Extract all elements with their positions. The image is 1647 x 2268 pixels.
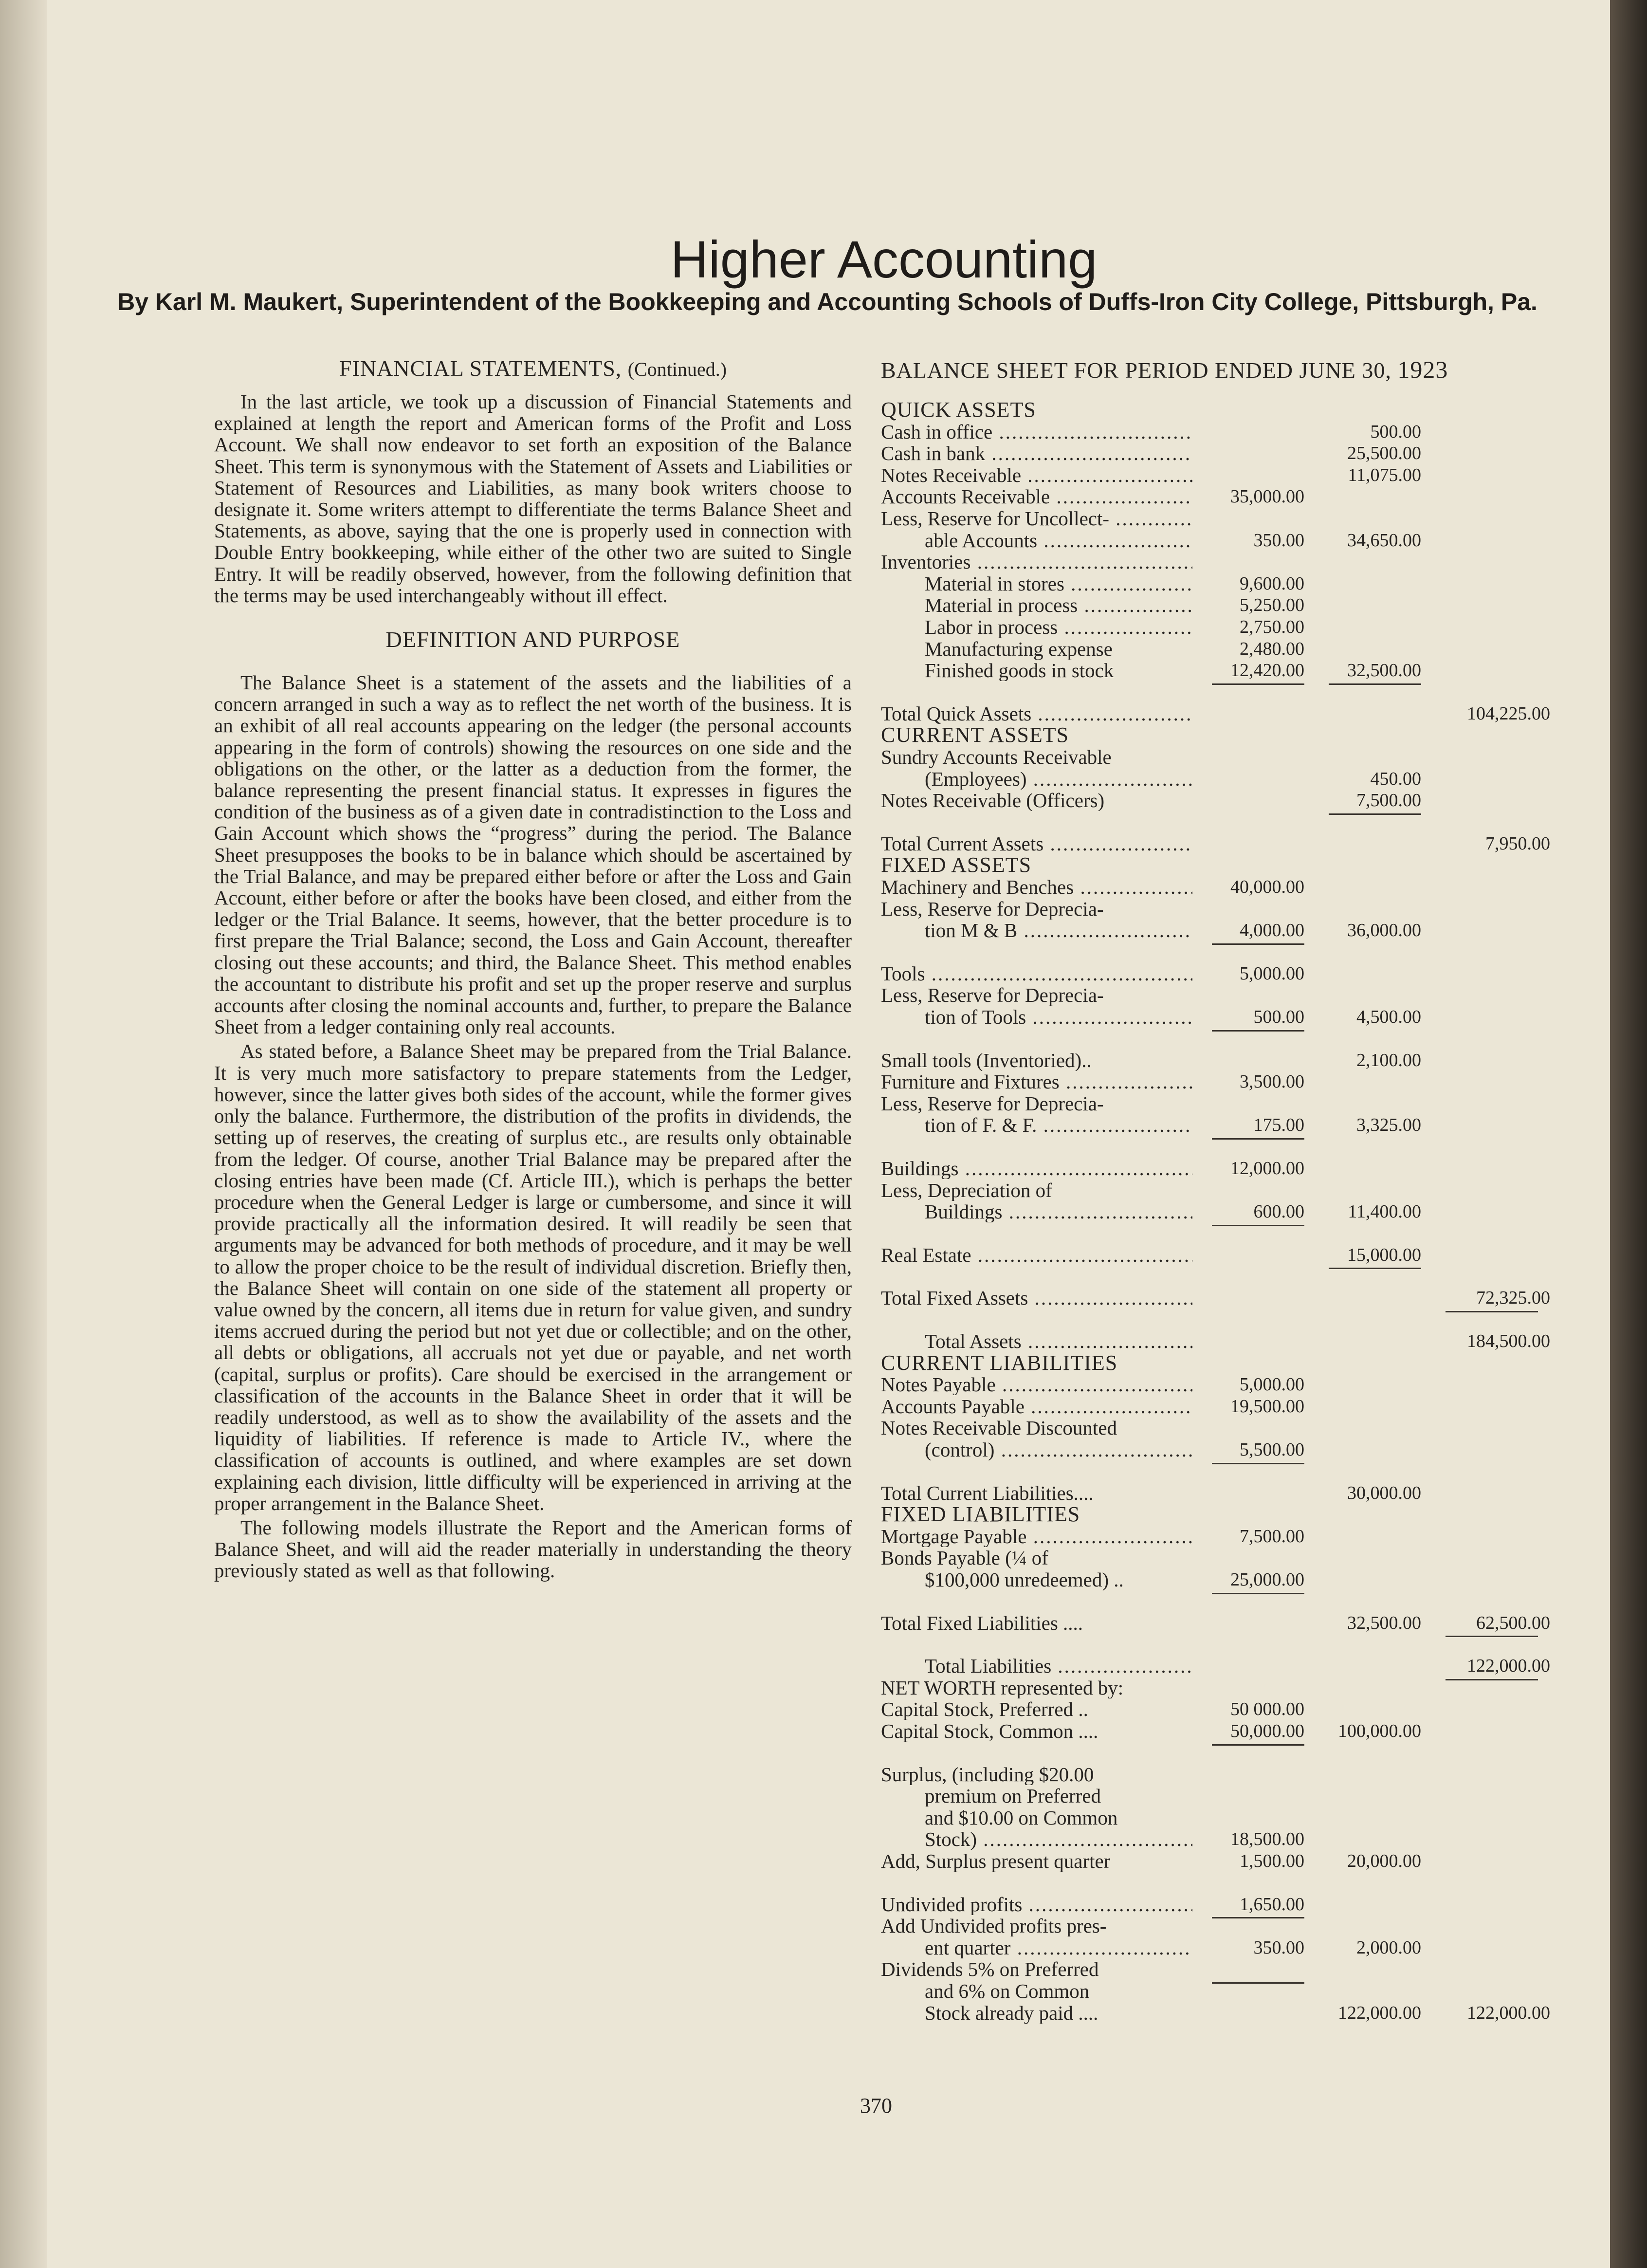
balance-sheet-row-label — [881, 876, 1192, 898]
row-label-text: Total Current Liabilities.... — [881, 1482, 1094, 1504]
row-label-text: NET WORTH represented by: — [881, 1677, 1124, 1698]
total-rule — [1212, 1138, 1304, 1140]
total-rule — [1329, 813, 1421, 815]
balance-sheet-row-label — [881, 1980, 1192, 2002]
amount-c2: 15,000.00 — [1347, 1244, 1421, 1265]
amount-c1: 600.00 — [1253, 1201, 1304, 1222]
amount-c2: 25,500.00 — [1347, 443, 1421, 464]
balance-sheet-row-label — [881, 1244, 1192, 1266]
page-gutter-left — [0, 0, 47, 2268]
paragraph-definition: The Balance Sheet is a statement of the assets and the liabilities of a concern arranged in such a way as to reflect the net worth of the business. It is an exhibit of all real accounts appearing on the ledger (the personal accounts appearing in the form of controls) showing the resources on one side and the obligations on the other, or the latter as a deduction from the former, the balance representing the present financial status. It expresses in figures the condition of the business as of a given date in contradistinction to the Loss and Gain Account which shows the “progress” during the period. The Balance Sheet presupposes the books to be in balance which should be ascertained by the Trial Balance, and may be prepared either before or after the Loss and Gain Account, either before or after the books have been closed, and either from the ledger or the Trial Balance. It seems, however, that the better procedure is to first prepare the Trial Balance; second, the Loss and Gain Account, thereafter closing out these accounts; and third, the Balance Sheet. This method enables the accountant to distribute his profit and set up the proper reserve and surplus accounts after closing the nominal accounts and, further, to prepare the Balance Sheet from a ledger containing only real accounts. — [214, 671, 852, 1038]
row-label-text: tion of F. & F. ..... — [925, 1114, 1192, 1136]
row-label-text: Total Liabilities ..... — [925, 1655, 1192, 1677]
balance-sheet-row-label — [881, 1482, 1192, 1504]
section-heading-definition: DEFINITION AND PURPOSE — [385, 627, 680, 652]
row-label-text: Mortgage Payable ..... — [881, 1526, 1192, 1547]
total-rule — [1212, 683, 1304, 685]
amount-c3: 122,000.00 — [1467, 1656, 1550, 1677]
row-label-text: CURRENT LIABILITIES — [881, 1352, 1118, 1374]
amount-c1: 1,650.00 — [1240, 1894, 1304, 1915]
total-rule — [1446, 1679, 1538, 1680]
balance-sheet-row-label — [881, 1698, 1192, 1720]
total-rule — [1212, 1030, 1304, 1032]
amount-c2: 2,100.00 — [1356, 1050, 1421, 1070]
row-label-text: Bonds Payable (¼ of — [881, 1547, 1048, 1569]
amount-c2: 7,500.00 — [1356, 790, 1421, 811]
total-rule — [1446, 1636, 1538, 1637]
row-label-text: Finished goods in stock — [925, 660, 1114, 682]
row-label-text: premium on Preferred — [925, 1785, 1101, 1807]
row-label-text: (control) ..... — [925, 1439, 1192, 1460]
balance-sheet-row-label — [881, 660, 1192, 681]
row-label-text: and $10.00 on Common — [925, 1807, 1118, 1828]
balance-sheet — [881, 0, 1548, 2142]
row-label-text: Furniture and Fixtures ..... — [881, 1071, 1192, 1092]
total-rule — [1212, 1225, 1304, 1226]
row-label-text: Accounts Payable ..... — [881, 1396, 1192, 1417]
row-label-text: Capital Stock, Common .... — [881, 1720, 1098, 1742]
amount-c2: 3,325.00 — [1356, 1115, 1421, 1136]
row-label-text: ent quarter ..... — [925, 1937, 1192, 1958]
amount-c3: 7,950.00 — [1485, 833, 1550, 854]
row-label-text: Material in process ..... — [925, 594, 1192, 616]
balance-sheet-row-label — [881, 1158, 1192, 1179]
row-label-text: Less, Reserve for Uncollect- ..... — [881, 508, 1192, 529]
paragraph-trial-balance: As stated before, a Balance Sheet may be prepared from the Trial Balance. It is very much more satisfactory to prepare statements from the Ledger, however, since the latter gives both sides of the account, while the former gives only the balance. Furthermore, the distribution of the profits in dividends, the setting up of reserves, the creating of surplus etc., are results only obtainable from the ledger. Of course, another Trial Balance may be prepared after the closing entries have been made (Cf. Article III.), which is perhaps the better procedure when the General Ledger is large or cumbersome, and since it will provide practically all the information desired. It will readily be seen that arguments may be advanced for both methods of procedure, and it may be well to allow the proper choice to be the result of individual discretion. Briefly then, the Balance Sheet will contain on one side of the statement all property or value owned by the concern, all items due in return for value given, and sundry items accrued during the period but not yet due or collectible; and on the other, all debts or obligations, all accruals not yet due or payable, and net worth (capital, surplus or profits). Care should be exercised in the arrangement or classification of the accounts in the Balance Sheet in order that it will be readily understood, as well as to show the availability of the assets and the liquidity of liabilities. If reference is made to Article IV., where the classification of accounts is outlined, and where examples are set down explaining each division, little difficulty will be experienced in arriving at the proper arrangement in the Balance Sheet. — [214, 1040, 852, 1514]
amount-c1: 5,250.00 — [1240, 595, 1304, 616]
balance-sheet-row-label — [881, 573, 1192, 594]
row-label-text: tion of Tools ..... — [925, 1006, 1192, 1028]
balance-sheet-row-label — [881, 464, 1192, 486]
row-label-text: Inventories ..... — [881, 551, 1192, 572]
row-label-text: $100,000 unredeemed) .. — [925, 1569, 1124, 1590]
amount-c1: 5,500.00 — [1240, 1439, 1304, 1460]
balance-sheet-row-label — [881, 1828, 1192, 1850]
paragraph-intro: In the last article, we took up a discussion of Financial Statements and explained at length the report and American forms of the Profit and Loss Account. We shall now endeavor to set forth an exposition of the Balance Sheet. This term is synonymous with the Statement of Assets and Liabilities or Statement of Resources and Liabilities, as many book writers choose to designate it. Some writers attempt to differentiate the terms Balance Sheet and Statements, as above, saying that the one is properly used in connection with Double Entry bookkeeping, while either of the other two are suited to Single Entry. It will be readily observed, however, from the following definition that the terms may be used interchangeably without ill effect. — [214, 390, 852, 607]
balance-sheet-row-label — [881, 1071, 1192, 1092]
left-column — [214, 355, 852, 1582]
row-label-text: (Employees) ..... — [925, 768, 1192, 790]
amount-c3: 62,500.00 — [1476, 1612, 1550, 1633]
balance-sheet-row-label — [881, 1374, 1192, 1395]
row-label-text: Total Assets ..... — [925, 1330, 1192, 1352]
balance-sheet-row-label — [881, 551, 1192, 572]
balance-sheet-row-label — [881, 1850, 1192, 1872]
balance-sheet-row-label — [881, 1352, 1192, 1374]
amount-c2: 30,000.00 — [1347, 1482, 1421, 1503]
balance-sheet-row-label — [881, 486, 1192, 507]
row-label-text: Labor in process ..... — [925, 616, 1192, 638]
balance-sheet-row-label — [881, 833, 1192, 854]
balance-sheet-heading-text: BALANCE SHEET FOR PERIOD ENDED JUNE 30, — [881, 358, 1398, 383]
amount-c1: 40,000.00 — [1230, 877, 1304, 897]
row-label-text: Notes Receivable ..... — [881, 464, 1192, 486]
row-label-text: Less, Depreciation of — [881, 1179, 1052, 1201]
total-rule — [1212, 1593, 1304, 1594]
total-rule — [1212, 1982, 1304, 1984]
row-label-text: Real Estate ..... — [881, 1244, 1192, 1266]
row-label-text: tion M & B ..... — [925, 920, 1192, 941]
amount-c3: 122,000.00 — [1467, 2002, 1550, 2023]
row-label-text: Sundry Accounts Receivable — [881, 746, 1112, 768]
row-label-text: Dividends 5% on Preferred — [881, 1958, 1099, 1980]
row-label-text: Total Current Assets ..... — [881, 833, 1192, 854]
balance-sheet-row-label — [881, 1655, 1192, 1677]
amount-c3: 104,225.00 — [1467, 703, 1550, 724]
balance-sheet-row-label — [881, 421, 1192, 443]
row-label-text: FIXED LIABILITIES — [881, 1504, 1080, 1526]
row-label-text: Machinery and Benches ..... — [881, 876, 1192, 898]
balance-sheet-row-label — [881, 1114, 1192, 1136]
total-rule — [1329, 1268, 1421, 1269]
balance-sheet-row-label — [881, 638, 1192, 660]
balance-sheet-row-label — [881, 1915, 1192, 1936]
balance-sheet-row-label — [881, 1612, 1192, 1634]
row-label-text: Undivided profits ..... — [881, 1894, 1192, 1915]
row-label-text: Add Undivided profits pres- — [881, 1915, 1107, 1937]
row-label-text: Less, Reserve for Deprecia- — [881, 1092, 1104, 1114]
amount-c1: 50,000.00 — [1230, 1721, 1304, 1741]
balance-sheet-row-label — [881, 1785, 1192, 1807]
amount-c2: 100,000.00 — [1338, 1721, 1421, 1741]
balance-sheet-row-label — [881, 898, 1192, 920]
row-label-text: QUICK ASSETS — [881, 399, 1036, 421]
balance-sheet-row-label — [881, 768, 1192, 790]
row-label-text: Less, Reserve for Deprecia- — [881, 984, 1104, 1006]
row-label-text: Stock) ..... — [925, 1828, 1192, 1850]
heading-continued: (Continued.) — [627, 358, 727, 380]
row-label-text: Cash in bank ..... — [881, 443, 1192, 464]
total-rule — [1212, 1917, 1304, 1918]
balance-sheet-row-label — [881, 1807, 1192, 1828]
total-rule — [1212, 943, 1304, 945]
amount-c1: 18,500.00 — [1230, 1829, 1304, 1850]
amount-c1: 4,000.00 — [1240, 920, 1304, 941]
amount-c1: 350.00 — [1253, 1937, 1304, 1958]
amount-c2: 20,000.00 — [1347, 1851, 1421, 1871]
amount-c3: 72,325.00 — [1476, 1288, 1550, 1309]
amount-c1: 175.00 — [1253, 1115, 1304, 1136]
balance-sheet-row-label — [881, 1894, 1192, 1915]
balance-sheet-row-label — [881, 790, 1192, 811]
balance-sheet-row-label — [881, 963, 1192, 984]
balance-sheet-row-label — [881, 724, 1192, 746]
balance-sheet-row-label — [881, 1330, 1192, 1352]
amount-c1: 12,000.00 — [1230, 1158, 1304, 1179]
balance-sheet-row-label — [881, 1050, 1192, 1071]
amount-c1: 19,500.00 — [1230, 1396, 1304, 1417]
row-label-text: Notes Receivable (Officers) — [881, 790, 1105, 811]
balance-sheet-year: 1923 — [1397, 356, 1448, 383]
row-label-text: Total Fixed Liabilities .... — [881, 1612, 1083, 1634]
row-label-text: Tools ..... — [881, 963, 1192, 984]
amount-c2: 500.00 — [1370, 421, 1421, 442]
row-label-text: Stock already paid .... — [925, 2002, 1098, 2024]
balance-sheet-row-label — [881, 1093, 1192, 1114]
amount-c2: 4,500.00 — [1356, 1007, 1421, 1027]
row-label-text: CURRENT ASSETS — [881, 724, 1069, 746]
article-title: Higher Accounting — [670, 230, 1098, 289]
row-label-text: Cash in office ..... — [881, 421, 1192, 443]
balance-sheet-row-label — [881, 1504, 1192, 1525]
balance-sheet-row-label — [881, 984, 1192, 1006]
row-label-text: Add, Surplus present quarter — [881, 1850, 1111, 1872]
row-label-text: FIXED ASSETS — [881, 854, 1032, 876]
total-rule — [1212, 1744, 1304, 1746]
amount-c1: 50 000.00 — [1230, 1699, 1304, 1720]
row-label-text: Material in stores ..... — [925, 573, 1192, 594]
row-label-text: Buildings ..... — [881, 1158, 1192, 1179]
amount-c1: 3,500.00 — [1240, 1071, 1304, 1092]
row-label-text: and 6% on Common — [925, 1980, 1090, 2002]
balance-sheet-row-label — [881, 1958, 1192, 1980]
amount-c1: 5,000.00 — [1240, 1374, 1304, 1395]
balance-sheet-row-label — [881, 1677, 1192, 1698]
balance-sheet-row-label — [881, 854, 1192, 876]
amount-c1: 2,480.00 — [1240, 638, 1304, 659]
amount-c2: 36,000.00 — [1347, 920, 1421, 941]
amount-c2: 11,075.00 — [1348, 464, 1421, 485]
amount-c1: 1,500.00 — [1240, 1851, 1304, 1871]
balance-sheet-row-label — [881, 1720, 1192, 1742]
balance-sheet-row-label — [881, 920, 1192, 941]
amount-c1: 35,000.00 — [1230, 486, 1304, 507]
amount-c2: 32,500.00 — [1347, 1612, 1421, 1633]
total-rule — [1329, 683, 1421, 685]
balance-sheet-row-label — [881, 1569, 1192, 1590]
row-label-text: Manufacturing expense — [925, 638, 1113, 660]
balance-sheet-row-label — [881, 443, 1192, 464]
amount-c2: 450.00 — [1370, 768, 1421, 789]
amount-c1: 25,000.00 — [1230, 1569, 1304, 1590]
amount-c2: 34,650.00 — [1347, 530, 1421, 551]
amount-c2: 2,000.00 — [1356, 1937, 1421, 1958]
paragraph-models: The following models illustrate the Report and the American forms of Balance Sheet, and will aid the reader materially in understanding the theory previously stated as well as that following. — [214, 1516, 852, 1582]
row-label-text: Buildings ..... — [925, 1201, 1192, 1222]
amount-c1: 7,500.00 — [1240, 1526, 1304, 1547]
balance-sheet-row-label — [881, 1180, 1192, 1201]
balance-sheet-row-label — [881, 1526, 1192, 1547]
balance-sheet-row-label — [881, 1201, 1192, 1222]
amount-c1: 9,600.00 — [1240, 573, 1304, 594]
balance-sheet-row-label — [881, 1396, 1192, 1417]
balance-sheet-row-label — [881, 703, 1192, 724]
row-label-text: Small tools (Inventoried).. — [881, 1049, 1092, 1071]
balance-sheet-row-label — [881, 594, 1192, 616]
balance-sheet-row-label — [881, 399, 1192, 421]
balance-sheet-row-label — [881, 1764, 1192, 1785]
balance-sheet-row-label — [881, 2002, 1192, 2024]
row-label-text: Notes Receivable Discounted — [881, 1417, 1117, 1439]
page-number: 370 — [860, 2094, 892, 2118]
row-label-text: Capital Stock, Preferred .. — [881, 1698, 1088, 1720]
balance-sheet-row-label — [881, 1547, 1192, 1568]
total-rule — [1446, 1311, 1538, 1312]
amount-c1: 2,750.00 — [1240, 617, 1304, 637]
balance-sheet-row-label — [881, 1006, 1192, 1028]
byline: By Karl M. Maukert, Superintendent of the Bookkeeping and Accounting Schools of Duffs-Iron City College, Pittsburgh, Pa. — [117, 288, 1537, 315]
amount-c2: 32,500.00 — [1347, 660, 1421, 681]
amount-c1: 5,000.00 — [1240, 963, 1304, 984]
balance-sheet-row-label — [881, 1417, 1192, 1438]
balance-sheet-row-label — [881, 1937, 1192, 1958]
amount-c2: 122,000.00 — [1338, 2002, 1421, 2023]
amount-c1: 350.00 — [1253, 530, 1304, 551]
row-label-text: Notes Payable ..... — [881, 1374, 1192, 1395]
balance-sheet-row-label — [881, 1439, 1192, 1460]
balance-sheet-row-label — [881, 508, 1192, 529]
row-label-text: Surplus, (including $20.00 — [881, 1763, 1094, 1785]
section-heading-financial-statements — [214, 355, 852, 381]
amount-c1: 12,420.00 — [1230, 660, 1304, 681]
row-label-text: Total Fixed Assets ..... — [881, 1287, 1192, 1309]
balance-sheet-row-label — [881, 616, 1192, 638]
heading-text: FINANCIAL STATEMENTS, — [339, 356, 628, 381]
row-label-text: Less, Reserve for Deprecia- — [881, 898, 1104, 920]
amount-c1: 500.00 — [1253, 1007, 1304, 1027]
balance-sheet-row-label — [881, 530, 1192, 551]
row-label-text: Total Quick Assets ..... — [881, 703, 1192, 724]
row-label-text: able Accounts ..... — [925, 530, 1192, 551]
balance-sheet-row-label — [881, 1287, 1192, 1309]
page-edge-right — [1610, 0, 1647, 2268]
row-label-text: Accounts Receivable ..... — [881, 486, 1192, 507]
amount-c2: 11,400.00 — [1348, 1201, 1421, 1222]
balance-sheet-row-label — [881, 746, 1192, 768]
total-rule — [1212, 1463, 1304, 1464]
amount-c3: 184,500.00 — [1467, 1331, 1550, 1351]
